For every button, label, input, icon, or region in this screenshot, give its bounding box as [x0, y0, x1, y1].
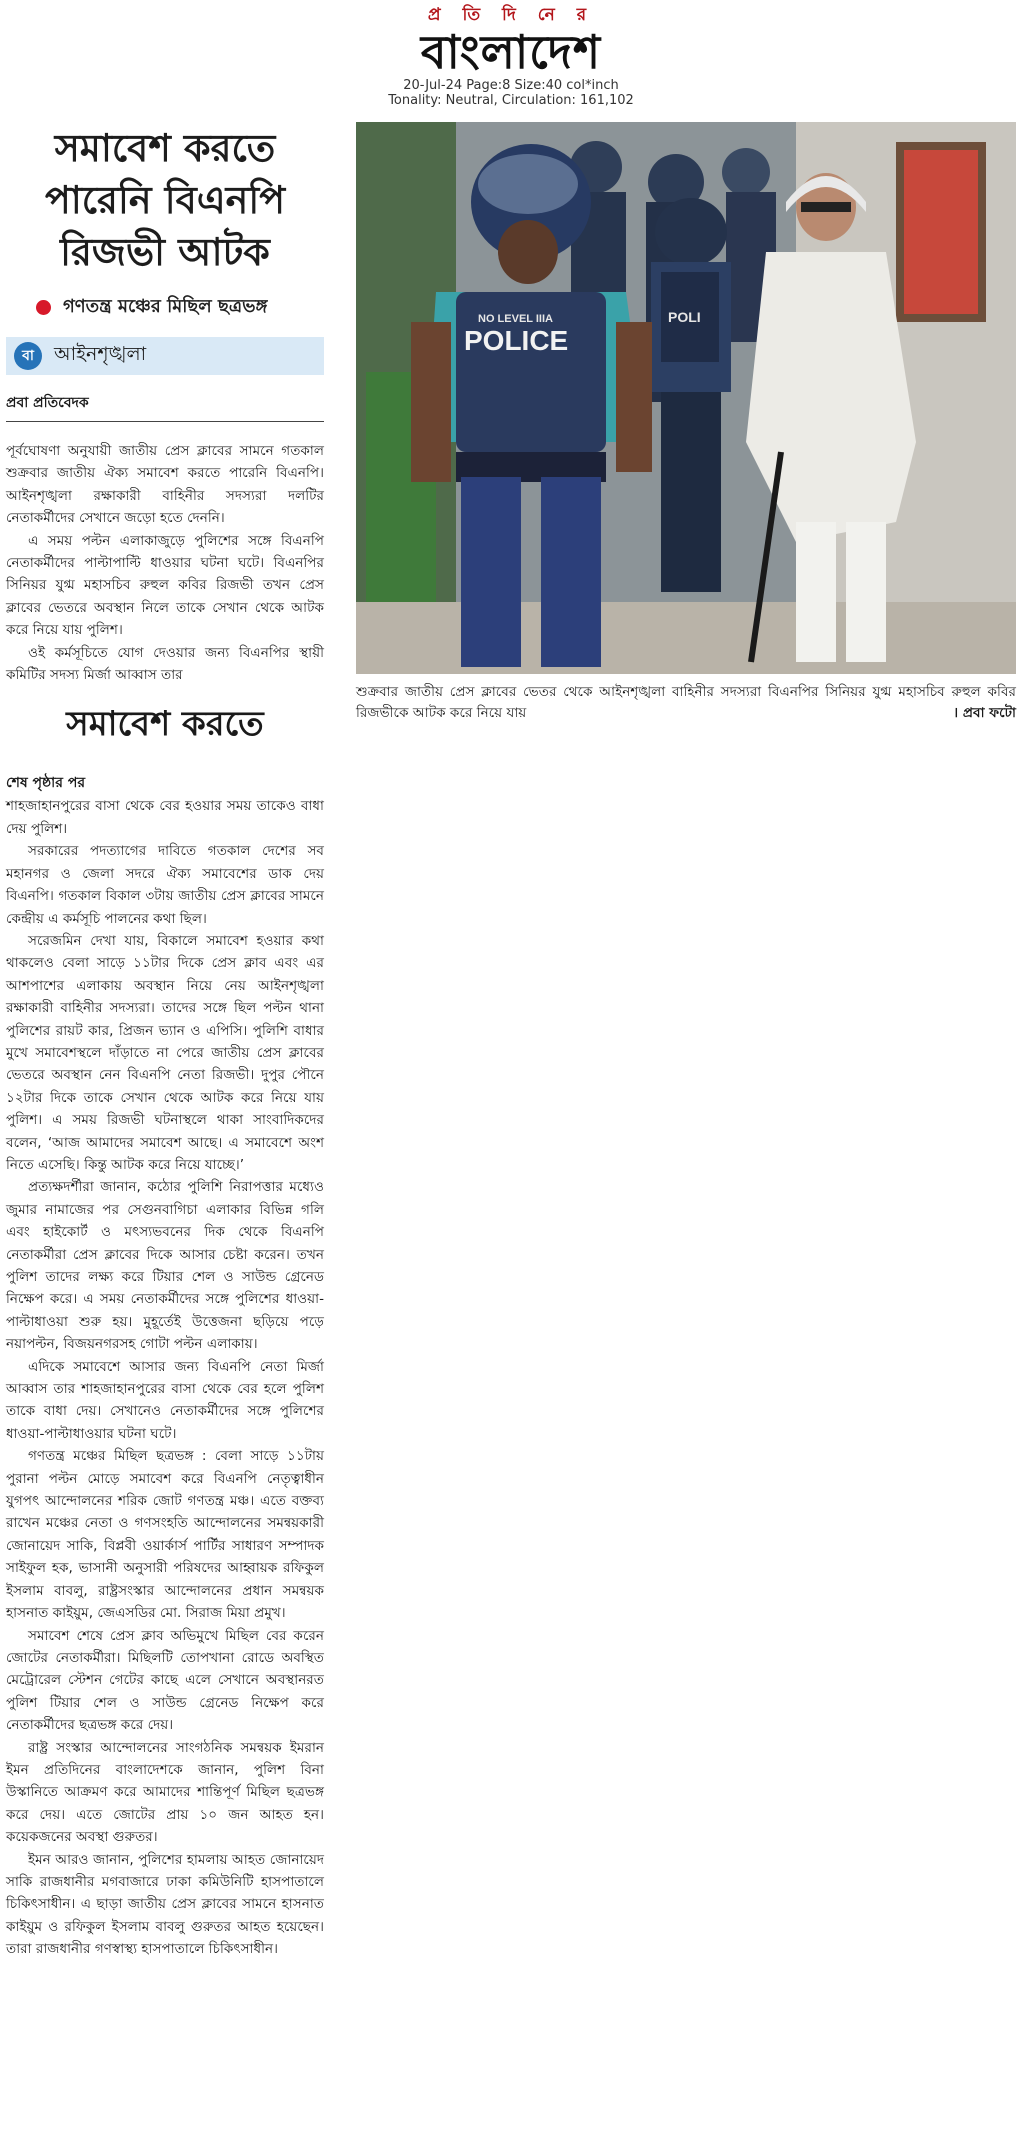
- body-paragraph: সমাবেশ শেষে প্রেস ক্লাব অভিমুখে মিছিল বের করেন জোটের নেতাকর্মীরা। মিছিলটি তোপখানা রোডে অবস্থিত মেট্রোরেল স্টেশন গেটের কাছে এলে সেখানে অবস্থানরত পুলিশ টিয়ার শেল ও সাউন্ড গ্রেনেড নিক্ষেপ করে নেতাকর্মীদের ছত্রভঙ্গ করে দেয়।: [6, 1627, 324, 1734]
- masthead: [0, 0, 1022, 112]
- clipping-meta-tonality: Tonality: Neutral, Circulation: 161,102: [388, 93, 634, 108]
- body-paragraph: ওই কর্মসূচিতে যোগ দেওয়ার জন্য বিএনপির স্থায়ী কমিটির সদস্য মির্জা আব্বাস তার: [6, 644, 324, 684]
- headline-line: পারেনি বিএনপি: [44, 178, 286, 222]
- article-column: [6, 118, 324, 1961]
- news-photo: [356, 122, 1016, 674]
- clipping-meta-date: 20-Jul-24 Page:8 Size:40 col*inch: [403, 78, 619, 93]
- section-name: আইনশৃঙ্খলা: [54, 343, 147, 365]
- headline: [6, 122, 324, 278]
- vest-text: POLICE: [464, 325, 569, 356]
- body-paragraph: এদিকে সমাবেশে আসার জন্য বিএনপি নেতা মির্জা আব্বাস তার শাহজাহানপুরের বাসা থেকে বের হলে পুলিশ তাকে বাধা দেয়। সেখানেও নেতাকর্মীদের সঙ্গে পুলিশের ধাওয়া-পাল্টাধাওয়ার ঘটনা ঘটে।: [6, 1358, 324, 1442]
- subheadline: [6, 292, 324, 323]
- section-band: [6, 337, 324, 375]
- masthead-tagline: প্র তি দি নে র: [427, 5, 595, 25]
- body-paragraph: গণতন্ত্র মঞ্চের মিছিল ছত্রভঙ্গ : বেলা সাড়ে ১১টায় পুরানা পল্টন মোড়ে সমাবেশ করে বিএনপি নেতৃত্বাধীন যুগপৎ আন্দোলনের শরিক জোট গণতন্ত্র মঞ্চ। এতে বক্তব্য রাখেন মঞ্চের নেতা ও গণসংহতি আন্দোলনের সমন্বয়কারী জোনায়েদ সাকি, বিপ্লবী ওয়ার্কার্স পার্টির সাধারণ সম্পাদক সাইফুল হক, ভাসানী অনুসারী পরিষদের আহ্বায়ক রফিকুল ইসলাম বাবলু, রাষ্ট্রসংস্কার আন্দোলনের প্রধান সমন্বয়ক হাসনাত কাইয়ুম, জেএসডির মো. সিরাজ মিয়া প্রমুখ।: [6, 1448, 324, 1622]
- body-paragraph: রাষ্ট্র সংস্কার আন্দোলনের সাংগঠনিক সমন্বয়ক ইমরান ইমন প্রতিদিনের বাংলাদেশকে জানান, পুলিশ বিনা উস্কানিতে আক্রমণ করে আমাদের শান্তিপূর্ণ মিছিল ছত্রভঙ্গ করে দেয়। এতে জোটের প্রায় ১০ জন আহত হন। কয়েকজনের অবস্থা গুরুতর।: [6, 1739, 324, 1846]
- subheadline-text: গণতন্ত্র মঞ্চের মিছিল ছত্রভঙ্গ: [63, 296, 268, 317]
- photo-caption: [356, 682, 1016, 724]
- vest-text-partial: POLI: [668, 309, 701, 325]
- body-paragraph: পূর্বঘোষণা অনুযায়ী জাতীয় প্রেস ক্লাবের সামনে গতকাল শুক্রবার জাতীয় ঐক্য সমাবেশ করতে পারেনি বিএনপি। আইনশৃঙ্খলা রক্ষাকারী বাহিনীর সদস্যরা দলটির নেতাকর্মীদের সেখানে জড়ো হতে দেননি।: [6, 443, 324, 527]
- body-paragraph: প্রত্যক্ষদর্শীরা জানান, কঠোর পুলিশি নিরাপত্তার মধ্যেও জুমার নামাজের পর সেগুনবাগিচা এলাকার বিভিন্ন গলি এবং হাইকোর্ট ও মৎস্যভবনের দিক থেকে বিএনপি নেতাকর্মীরা প্রেস ক্লাবের দিকে আসার চেষ্টা করেন। তখন পুলিশ তাদের লক্ষ্য করে টিয়ার শেল ও সাউন্ড গ্রেনেড নিক্ষেপ করে। এ সময় নেতাকর্মীদের সঙ্গে পুলিশের ধাওয়া-পাল্টাধাওয়া শুরু হয়। মুহূর্তেই উত্তেজনা ছড়িয়ে পড়ে নয়াপল্টন, বিজয়নগরসহ গোটা পল্টন এলাকায়।: [6, 1179, 324, 1353]
- continuation-body: [6, 795, 324, 1960]
- caption-text: শুক্রবার জাতীয় প্রেস ক্লাবের ভেতর থেকে আইনশৃঙ্খলা বাহিনীর সদস্যরা বিএনপির সিনিয়র যুগ্ম মহাসচিব রুহুল কবির রিজভীকে আটক করে নিয়ে যায়: [356, 684, 1016, 721]
- body-paragraph: সরকারের পদত্যাগের দাবিতে গতকাল দেশের সব মহানগর ও জেলা সদরে ঐক্য সমাবেশের ডাক দেয় বিএনপি। গতকাল বিকাল ৩টায় জাতীয় প্রেস ক্লাবের সামনে কেন্দ্রীয় এ কর্মসূচি পালনের কথা ছিল।: [6, 843, 324, 927]
- photo-illustration: [356, 122, 1016, 674]
- section-badge-icon: বা: [14, 342, 42, 370]
- article-body: [6, 440, 324, 686]
- byline: প্রবা প্রতিবেদক: [6, 391, 324, 422]
- body-paragraph: ইমন আরও জানান, পুলিশের হামলায় আহত জোনায়েদ সাকি রাজধানীর মগবাজারে ঢাকা কমিউনিটি হাসপাতালে চিকিৎসাধীন। এ ছাড়া জাতীয় প্রেস ক্লাবের সামনে হাসনাত কাইয়ুম ও রফিকুল ইসলাম বাবলু গুরুতর আহত হয়েছেন। তারা রাজধানীর গণস্বাস্থ্য হাসপাতালে চিকিৎসাধীন।: [6, 1851, 324, 1958]
- body-paragraph: সরেজমিন দেখা যায়, বিকালে সমাবেশ হওয়ার কথা থাকলেও বেলা সাড়ে ১১টার দিকে প্রেস ক্লাব এবং এর আশপাশের এলাকায় অবস্থান নিয়ে নেয় আইনশৃঙ্খলা রক্ষাকারী বাহিনীর সদস্যরা। তাদের সঙ্গে ছিল পল্টন থানা পুলিশের রায়ট কার, প্রিজন ভ্যান ও এপিসি। পুলিশি বাধার মুখে সমাবেশস্থলে দাঁড়াতে না পেরে জাতীয় প্রেস ক্লাবের ভেতরে অবস্থান নেন বিএনপি নেতা রিজভী। দুপুর পৌনে ১২টার দিকে তাকে সেখান থেকে আটক করে নিয়ে যায় পুলিশ। এ সময় রিজভী ঘটনাস্থলে থাকা সাংবাদিকদের বলেন, ‘আজ আমাদের সমাবেশ আছে। এ সমাবেশে অংশ নিতে এসেছি। কিন্তু আটক করে নিয়ে যাচ্ছে।’: [6, 932, 324, 1173]
- body-paragraph: শাহজাহানপুরের বাসা থেকে বের হওয়ার সময় তাকেও বাধা দেয় পুলিশ।: [6, 798, 324, 837]
- continuation-headline: সমাবেশ করতে: [66, 704, 264, 745]
- red-dot-icon: [36, 300, 51, 315]
- headline-line: রিজভী আটক: [60, 230, 270, 274]
- body-paragraph: এ সময় পল্টন এলাকাজুড়ে পুলিশের সঙ্গে বিএনপি নেতাকর্মীদের পাল্টাপাল্টি ধাওয়ার ঘটনা ঘটে। বিএনপির সিনিয়র যুগ্ম মহাসচিব রুহুল কবির রিজভী তখন প্রেস ক্লাবের ভেতরে অবস্থান নিলে তাকে সেখান থেকে আটক করে নিয়ে যায় পুলিশ।: [6, 532, 324, 639]
- photo-credit: । প্রবা ফটো: [953, 705, 1016, 721]
- continuation-label: শেষ পৃষ্ঠার পর: [6, 775, 86, 792]
- headline-line: সমাবেশ করতে: [54, 126, 276, 170]
- vest-text-small: NO LEVEL IIIA: [478, 313, 553, 325]
- newspaper-logo: বাংলাদেশ: [420, 25, 602, 79]
